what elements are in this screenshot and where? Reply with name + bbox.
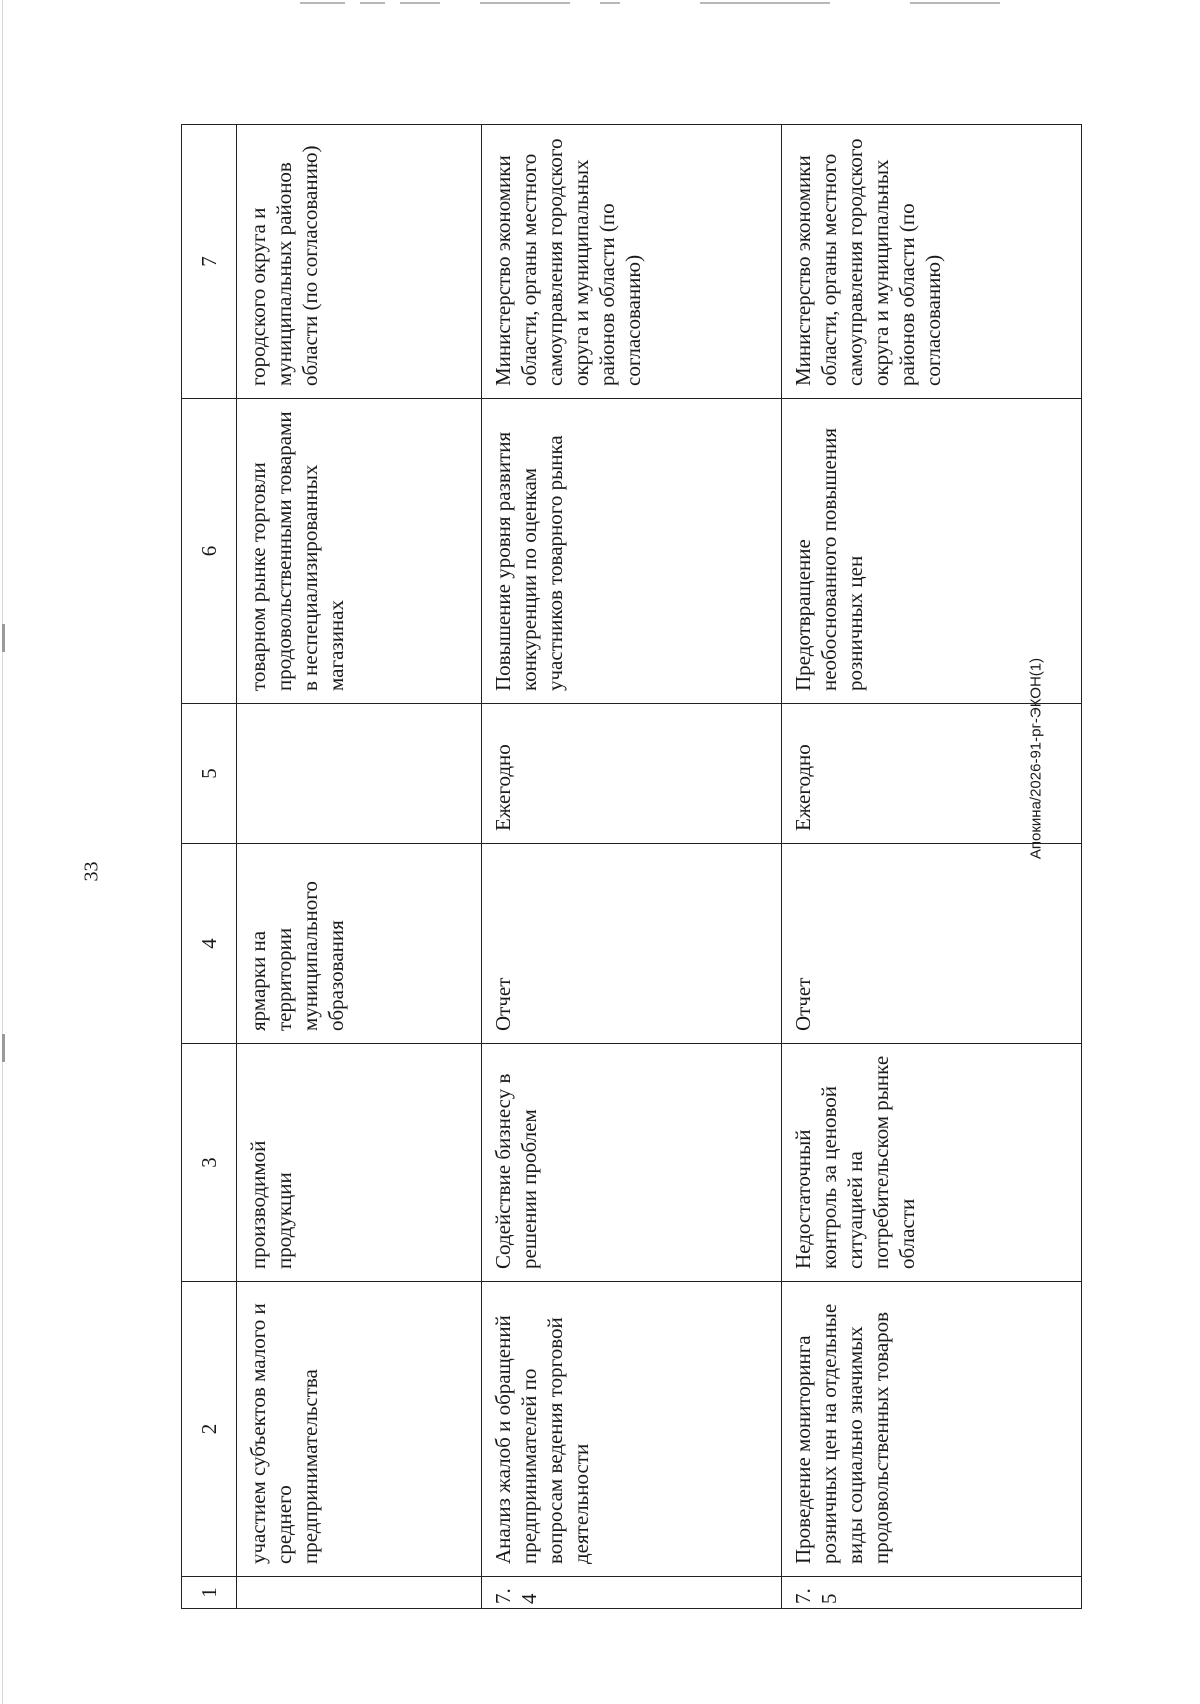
table-cell: Проведение мониторинга розничных цен на отдельные виды социально значимых продовольственных товаров [782, 1282, 1082, 1577]
table-cell: Министерство экономики области, органы местного самоуправления городского округа и муниципальных районов области (по согласованию) [782, 125, 1082, 399]
column-header: 2 [182, 1282, 237, 1577]
table-cell: производимой продукции [237, 1044, 482, 1282]
column-header: 6 [182, 399, 237, 704]
measures-table [181, 124, 1082, 1609]
column-header: 4 [182, 844, 237, 1044]
scan-edge-mark [2, 1034, 5, 1062]
table-cell: Повышение уровня развития конкуренции по оценкам участников товарного рынка [482, 399, 782, 704]
table-cell: товарном рынке торговли продовольственными товарами в неспециализированных магазинах [237, 399, 482, 704]
table-cell: Ежегодно [782, 704, 1082, 844]
table-cell: участием субъектов малого и среднего предпринимательства [237, 1282, 482, 1577]
table-row [482, 125, 782, 1609]
table-cell: Отчет [782, 844, 1082, 1044]
table-cell: Отчет [482, 844, 782, 1044]
table-cell: Анализ жалоб и обращений предпринимателей по вопросам ведения торговой деятельности [482, 1282, 782, 1577]
table-cell: Министерство экономики области, органы местного самоуправления городского округа и муниципальных районов области (по согласованию) [482, 125, 782, 399]
table-cell: 7.4 [482, 1577, 782, 1609]
footer-document-code: Апокина/2026-91-рг-ЭКОН(1) [1027, 657, 1045, 860]
table-cell: городского округа и муниципальных районов области (по согласованию) [237, 125, 482, 399]
table-header-row [182, 125, 237, 1609]
scan-edge-mark [2, 624, 5, 652]
scan-left-edge [2, 0, 3, 1704]
table-cell: Ежегодно [482, 704, 782, 844]
table-cell: Предотвращение необоснованного повышения розничных цен [782, 399, 1082, 704]
scan-top-marks [0, 0, 1200, 8]
table-cell: Недостаточный контроль за ценовой ситуацией на потребительском рынке области [782, 1044, 1082, 1282]
column-header: 1 [182, 1577, 237, 1609]
column-header: 3 [182, 1044, 237, 1282]
page-number: 33 [80, 861, 103, 882]
column-header: 7 [182, 125, 237, 399]
measures-table-container [181, 125, 1072, 1609]
table-cell [237, 704, 482, 844]
table-row [237, 125, 482, 1609]
column-header: 5 [182, 704, 237, 844]
table-cell: Содействие бизнесу в решении проблем [482, 1044, 782, 1282]
table-cell [237, 1577, 482, 1609]
table-cell: 7.5 [782, 1577, 1082, 1609]
table-cell: ярмарки на территории муниципального образования [237, 844, 482, 1044]
